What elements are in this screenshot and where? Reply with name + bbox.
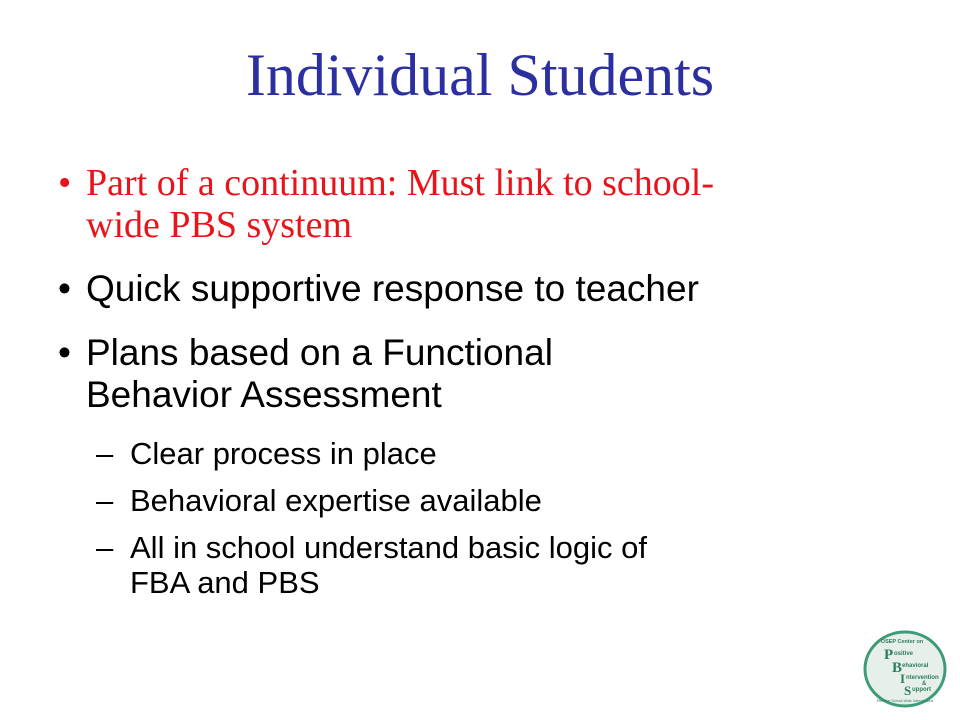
sub-bullet-marker: – xyxy=(96,436,114,471)
sub-bullet-item xyxy=(48,436,908,471)
sub-bullet-line: FBA and PBS xyxy=(130,565,320,600)
logo-top-text: OSEP Center on xyxy=(880,639,924,645)
logo-letter-i: I xyxy=(900,671,906,686)
bullet-line: Part of a continuum: Must link to school- xyxy=(86,162,715,204)
logo-ampersand: & xyxy=(922,681,927,687)
sub-bullet-line: Behavioral expertise available xyxy=(130,483,542,518)
bullet-line: Plans based on a Functional xyxy=(86,332,553,373)
bullet-line: wide PBS system xyxy=(86,204,353,246)
slide-title: Individual Students xyxy=(245,42,715,108)
sub-bullet-marker: – xyxy=(96,530,114,565)
sub-bullet-marker: – xyxy=(96,483,114,518)
logo-word-positive: ositive xyxy=(894,651,914,657)
bullet-marker: • xyxy=(58,332,71,373)
bullet-list xyxy=(48,162,908,600)
logo-word-intervention: ntervention xyxy=(906,675,939,681)
logo-word-support: upport xyxy=(912,687,931,693)
logo-bottom-text: Effective School-Wide Interventions xyxy=(876,699,934,703)
bullet-line: Quick supportive response to teacher xyxy=(86,268,699,309)
sub-bullet-line: All in school understand basic logic of xyxy=(130,530,647,565)
bullet-item xyxy=(48,332,908,416)
bullet-marker: • xyxy=(58,268,71,309)
sub-bullet-line: Clear process in place xyxy=(130,436,437,471)
logo-letter-p: P xyxy=(884,647,894,663)
sub-bullet-item xyxy=(48,483,908,518)
bullet-marker: • xyxy=(58,162,72,204)
bullet-item xyxy=(48,162,908,246)
sub-bullet-item xyxy=(48,530,908,600)
bullet-line: Behavior Assessment xyxy=(86,374,442,415)
logo-letter-s: S xyxy=(904,683,912,698)
logo-word-behavioral: ehavioral xyxy=(902,663,929,669)
bullet-item xyxy=(48,268,908,310)
logo-letter-b: B xyxy=(892,660,903,676)
pbis-logo xyxy=(862,630,948,708)
